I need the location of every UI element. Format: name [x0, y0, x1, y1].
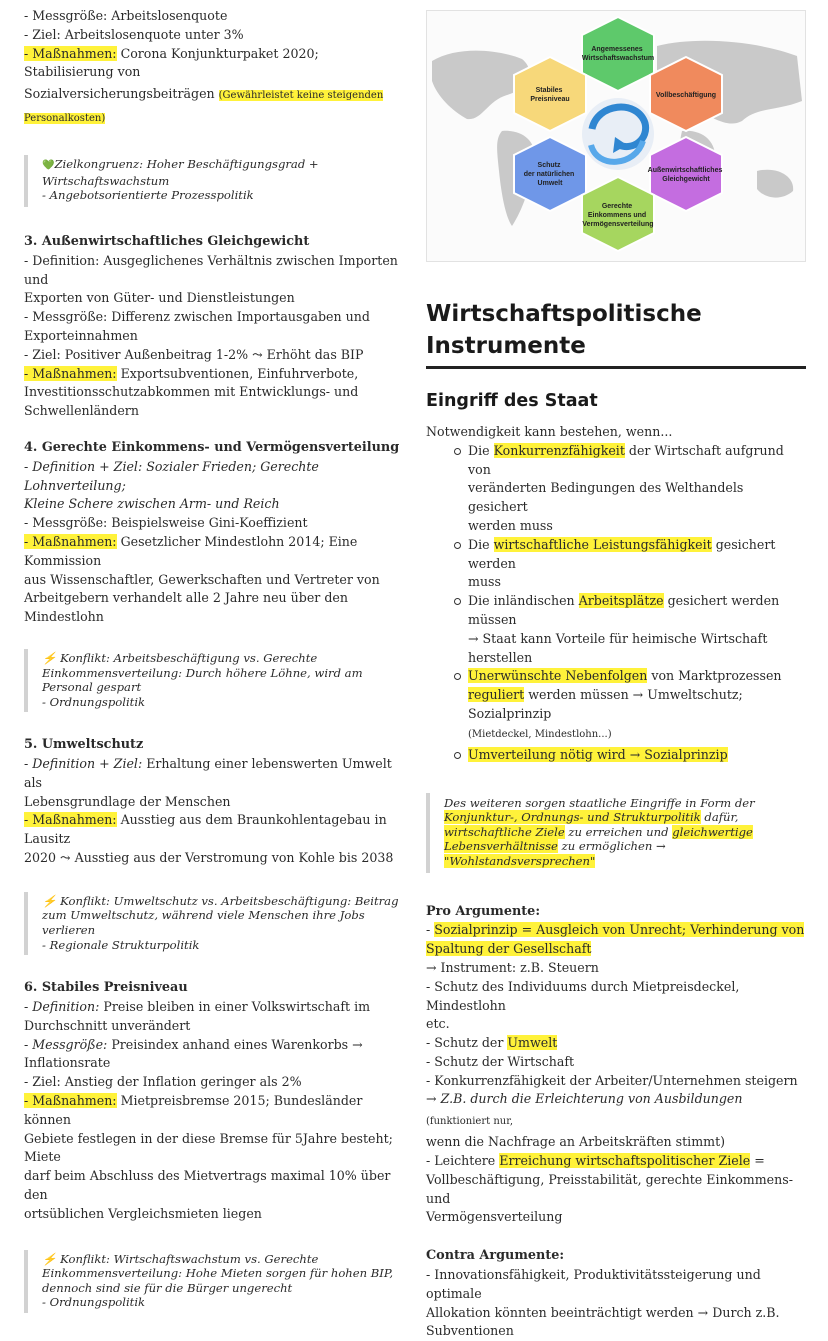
text-line: Kleine Schere zwischen Arm- und Reich [24, 496, 280, 512]
list-item: Umverteilung nötig wird → Sozialprinzip [468, 746, 806, 765]
section-heading: 3. Außenwirtschaftliches Gleichgewicht [24, 233, 310, 249]
text-line: - Ziel: Anstieg der Inflation geringer als 2% [24, 1074, 302, 1090]
highlight: - Maßnahmen: [24, 365, 117, 381]
section-subtitle: Eingriff des Staat [426, 391, 598, 411]
highlight: - Maßnahmen: [24, 1093, 117, 1109]
massnahmen-line: - Maßnahmen: Gesetzlicher Mindestlohn 2014; Eine Kommission [24, 533, 358, 568]
text-line: Investitionsschutzabkommen mit Entwicklungs- und [24, 384, 359, 400]
bullet-list [426, 442, 806, 765]
hex-label-upper-right: Vollbeschäftigung [655, 92, 717, 99]
text-line: - Definition + Ziel: Erhaltung einer lebenswerten Umwelt als [24, 756, 392, 790]
text-line [24, 107, 402, 129]
heart-icon: 💚 [42, 160, 55, 172]
quote-eingriffe: Des weiteren sorgen staatliche Eingriffe in Form der Konjunktur-, Ordnungs- und Strukturpolitik dafür, wirtschaftliche Ziele zu erreichen und gleichwertige Lebensverhältnisse zu ermöglichen → "Wohlstandsversprechen" [426, 793, 806, 873]
text-line: etc. [426, 1016, 450, 1032]
text-line: wenn die Nachfrage an Arbeitskräften stimmt) [426, 1134, 726, 1150]
section-heading: Pro Argumente: [426, 903, 541, 919]
text-line: - Leichtere Erreichung wirtschaftspolitischer Ziele = [426, 1153, 765, 1169]
text-line: Exporten von Güter- und Dienstleistungen [24, 290, 295, 306]
text-line: Arbeitgebern verhandelt alle 2 Jahre neu über den Mindestlohn [24, 590, 348, 625]
text-line: - Konkurrenzfähigkeit der Arbeiter/Unternehmen steigern [426, 1072, 798, 1088]
text-line: Lebensgrundlage der Menschen [24, 793, 231, 809]
list-item: Unerwünschte Nebenfolgen von Marktprozessen reguliert werden müssen → Umweltschutz; Sozialprinzip (Mietdeckel, Mindestlohn...) [468, 667, 806, 745]
text-line: - Schutz der Wirtschaft [426, 1053, 575, 1069]
quote-konflikt: ⚡ Konflikt: Umweltschutz vs. Arbeitsbeschäftigung: Beitrag zum Umweltschutz, während viele Menschen ihre Jobs verlieren - Regionale Strukturpolitik [24, 892, 402, 955]
text-line: - Messgröße: Arbeitslosenquote [24, 8, 228, 23]
section-heading: Contra Argumente: [426, 1248, 565, 1264]
list-item: Die wirtschaftliche Leistungsfähigkeit gesichert werden muss [468, 536, 806, 592]
massnahmen-line: - Maßnahmen: Exportsubventionen, Einfuhrverbote, [24, 365, 359, 381]
text-line: aus Wissenschaftler, Gewerkschaften und Vertreter von [24, 571, 380, 587]
text-line: → Z.B. durch die Erleichterung von Ausbildungen (funktioniert nur, [426, 1091, 743, 1128]
text-line: Subventionen [426, 1323, 514, 1339]
text-line: Durchschnitt unverändert [24, 1017, 191, 1033]
text-line: - Schutz des Individuums durch Mietpreisdeckel, Mindestlohn [426, 978, 740, 1013]
text-line: Vollbeschäftigung, Preisstabilität, gerechte Einkommens- und [426, 1171, 793, 1206]
highlight-small: (Gewährleistet keine steigenden [218, 90, 384, 102]
text-line: - Definition + Ziel: Sozialer Frieden; Gerechte Lohnverteilung; [24, 458, 319, 493]
goals-hexagon-image [426, 10, 806, 262]
highlight: - Maßnahmen: [24, 45, 117, 61]
text-line: - Messgröße: Differenz zwischen Importausgaben und [24, 309, 370, 325]
text-line: - Definition: Preise bleiben in einer Volkswirtschaft im [24, 999, 371, 1015]
text-line: Vermögensverteilung [426, 1209, 563, 1225]
list-item: Die Konkurrenzfähigkeit der Wirtschaft aufgrund von veränderten Bedingungen des Welthandels gesichert werden muss [468, 442, 806, 536]
hex-label-upper-left: Stabiles Preisniveau [530, 87, 570, 103]
right-column [426, 298, 806, 1341]
quote-zielkongruenz: 💚Zielkongruenz: Hoher Beschäftigungsgrad + Wirtschaftswachstum - Angebotsorientierte Prozesspolitik [24, 155, 402, 207]
text-line: - Schutz der Umwelt [426, 1035, 558, 1051]
hex-label-bottom: Gerechte Einkommens und Vermögensverteilung [582, 203, 654, 228]
text-line: → Instrument: z.B. Steuern [426, 959, 599, 975]
page-title: Wirtschaftspolitische Instrumente [426, 298, 806, 369]
hex-label-lower-left: Schutz der natürlichen Umwelt [523, 162, 575, 187]
text-line: Exporteinnahmen [24, 327, 138, 343]
section-heading: 4. Gerechte Einkommens- und Vermögensverteilung [24, 439, 400, 455]
text-line: darf beim Abschluss des Mietvertrags maximal 10% über den [24, 1168, 391, 1202]
text-line: Inflationsrate [24, 1055, 111, 1071]
list-item: Die inländischen Arbeitsplätze gesichert werden müssen → Staat kann Vorteile für heimische Wirtschaft herstellen [468, 592, 806, 667]
text-line: Spaltung der Gesellschaft [426, 941, 592, 957]
text-line: 2020 ⤳ Ausstieg aus der Verstromung von Kohle bis 2038 [24, 850, 394, 866]
text-line: Sozialversicherungsbeiträgen (Gewährleistet keine steigenden [24, 86, 384, 102]
text-line: ortsüblichen Vergleichsmieten liegen [24, 1205, 262, 1221]
text-line: - Innovationsfähigkeit, Produktivitätssteigerung und optimale [426, 1267, 761, 1301]
text-line: Gebiete festlegen in der diese Bremse für 5Jahre besteht; Miete [24, 1130, 393, 1165]
text-line: - Sozialprinzip = Ausgleich von Unrecht; Verhinderung von [426, 922, 805, 938]
hex-label-lower-right: Außenwirtschaftliches Gleichgewicht [647, 167, 723, 183]
intro-text: Notwendigkeit kann bestehen, wenn... [426, 424, 673, 439]
highlight-small: Personalkosten) [24, 113, 106, 125]
massnahmen-line: - Maßnahmen: Mietpreisbremse 2015; Bundesländer können [24, 1093, 363, 1127]
text-line: - Ziel: Arbeitslosenquote unter 3% [24, 26, 244, 42]
highlight: - Maßnahmen: [24, 812, 117, 828]
hex-label-top: Angemessenes Wirtschaftswachstum [581, 46, 655, 62]
text-line: - Messgröße: Beispielsweise Gini-Koeffizient [24, 515, 308, 531]
text-line: - Messgröße: Preisindex anhand eines Warenkorbs → [24, 1036, 363, 1052]
hex-top [582, 17, 654, 91]
highlight: - Maßnahmen: [24, 533, 117, 549]
quote-konflikt: ⚡ Konflikt: Wirtschaftswachstum vs. Gerechte Einkommensverteilung: Hohe Mieten sorgen für hohen BIP, dennoch sind sie für die Bürger ungerecht - Ordnungspolitik [24, 1250, 402, 1313]
massnahmen-line: - Maßnahmen: Corona Konjunkturpaket 2020; Stabilisierung von [24, 45, 319, 80]
massnahmen-line: - Maßnahmen: Ausstieg aus dem Braunkohlentagebau in Lausitz [24, 812, 387, 847]
quote-konflikt: ⚡ Konflikt: Arbeitsbeschäftigung vs. Gerechte Einkommensverteilung: Durch höhere Löhne, wird am Personal gespart - Ordnungspolitik [24, 649, 402, 712]
section-heading: 6. Stabiles Preisniveau [24, 980, 188, 996]
text-line: - Definition: Ausgeglichenes Verhältnis zwischen Importen und [24, 252, 398, 287]
left-column [24, 0, 402, 1313]
text-line: Schwellenländern [24, 403, 139, 419]
text-line: Allokation könnten beeinträchtigt werden → Durch z.B. [426, 1304, 780, 1320]
hexagon-diagram [427, 11, 805, 261]
text-line: - Ziel: Positiver Außenbeitrag 1-2% ⤳ Erhöht das BIP [24, 346, 364, 362]
section-heading: 5. Umweltschutz [24, 737, 144, 753]
center-swirl-icon [582, 98, 654, 170]
